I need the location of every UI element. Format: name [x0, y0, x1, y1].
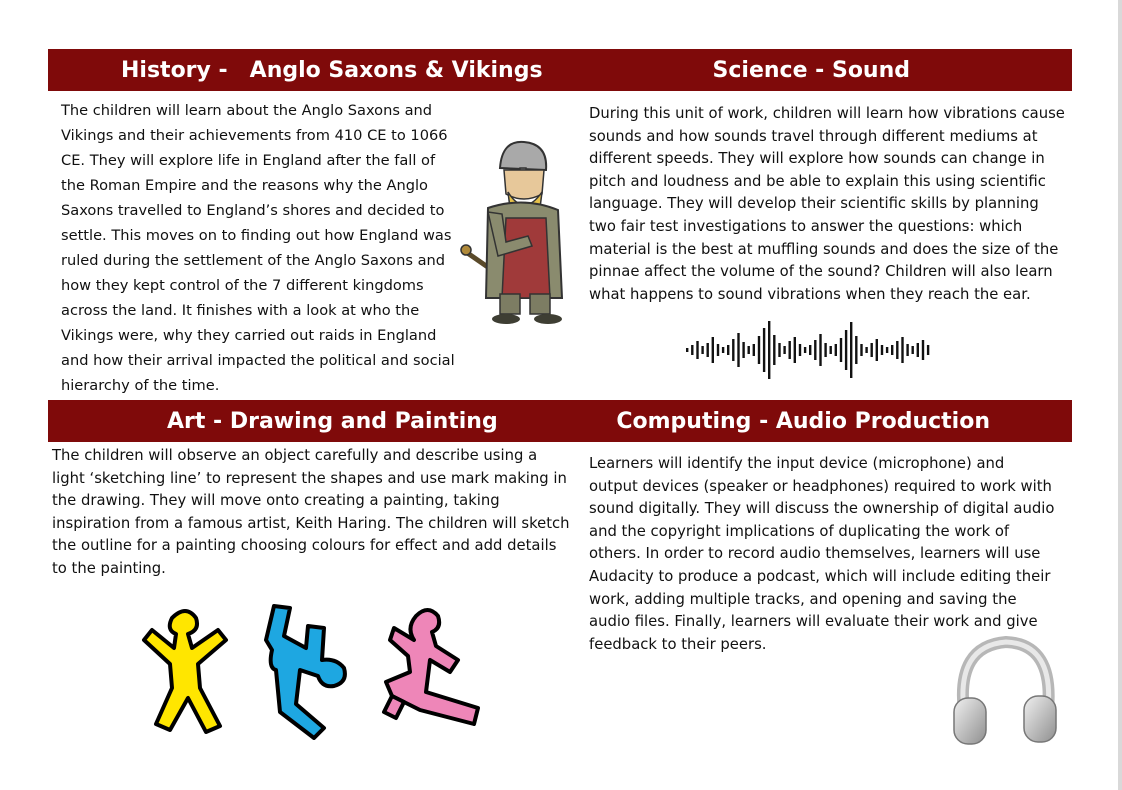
art-text: The children will observe an object carefully and describe using a light ‘sketching line’ to represent the shapes and use mark making in the drawing. They will move onto creating a painting, taking inspiration from a famous artist, Keith Haring. The children will sketch the outline for a painting choosing colours for effect and add details to the painting.	[52, 447, 570, 577]
sound-wave-bar	[783, 346, 785, 354]
sound-wave-bar	[871, 343, 873, 357]
headphones-icon	[950, 632, 1060, 748]
blue-dancer-body	[266, 606, 345, 738]
sound-wave-bar	[696, 341, 698, 359]
science-text: During this unit of work, children will learn how vibrations cause sounds and how sounds travel through different mediums at different speeds. They will explore how sounds can change in pitch and loudness and be able to explain this using scientific language. They will develop their scientific skills by planning two fair test investigations to answer the questions: which material is the best at muffling sounds and does the size of the pinnae affect the volume of the sound? Children will also learn what happens to sound vibrations when they reach the ear.	[589, 105, 1065, 303]
sound-wave-bar	[917, 343, 919, 357]
sound-wave-bar	[717, 344, 719, 356]
sound-wave-bar	[819, 334, 821, 366]
history-banner	[48, 49, 1072, 91]
sound-wave-bar	[748, 346, 750, 354]
computing-title: Computing - Audio Production	[616, 408, 990, 434]
sound-wave-bar	[758, 336, 760, 364]
sound-wave-bar	[876, 339, 878, 361]
sound-wave-bar	[737, 333, 739, 367]
sound-wave-bar	[763, 328, 765, 372]
sound-wave-bar	[835, 344, 837, 356]
pink-dancer-leg	[384, 696, 404, 718]
sound-wave-icon	[686, 318, 932, 382]
leg-left	[500, 294, 520, 314]
sword-pommel	[461, 245, 471, 255]
sound-wave-bar	[732, 339, 734, 361]
sound-wave-bar	[804, 347, 806, 353]
sound-wave-bar	[789, 341, 791, 359]
boot-right	[534, 314, 562, 324]
helmet	[500, 142, 546, 170]
sound-wave-bar	[850, 322, 852, 378]
sound-wave-bar	[886, 347, 888, 353]
science-title: Science - Sound	[712, 57, 910, 83]
sound-wave-bar	[722, 347, 724, 353]
sound-wave-bar	[840, 338, 842, 362]
sound-wave-bar	[906, 344, 908, 356]
boot-left	[492, 314, 520, 324]
sound-wave-bar	[773, 335, 775, 365]
sound-wave-bar	[727, 345, 729, 355]
sound-wave-bar	[860, 344, 862, 356]
sound-wave-bar	[891, 345, 893, 355]
sound-wave-bar	[814, 340, 816, 360]
sound-wave-bar	[686, 348, 688, 352]
blue-dancer	[266, 606, 345, 738]
sound-wave-bar	[830, 346, 832, 354]
sound-wave-bar	[799, 344, 801, 356]
sound-wave-bar	[712, 337, 714, 363]
ear-cup-right	[1024, 696, 1056, 742]
row2-banner	[48, 400, 1072, 442]
sound-wave-bar	[778, 343, 780, 357]
history-text: The children will learn about the Anglo Saxons and Vikings and their achievements from 410 CE to 1066 CE. They will explore life in England after the fall of the Roman Empire and the reasons why the Anglo Saxons travelled to England’s shores and decided to settle. This moves on to finding out how England was ruled during the settlement of the Anglo Saxons and how they kept control of the 7 different kingdoms across the land. It finishes with a look at who the Vikings were, why they carried out raids in England and how their arrival impacted the political and social hierarchy of the time.	[61, 102, 455, 394]
sound-wave-bar	[768, 321, 770, 379]
sound-wave-bar	[901, 337, 903, 363]
sound-wave-bar	[922, 340, 924, 360]
sound-wave-bar	[691, 345, 693, 355]
sound-wave-bar	[881, 345, 883, 355]
pink-dancer	[384, 610, 478, 724]
yellow-dancer	[144, 611, 226, 732]
sound-wave-bar	[794, 337, 796, 363]
sound-wave-bar	[824, 343, 826, 357]
sound-wave-bar	[753, 344, 755, 356]
keith-haring-dancing-figures	[130, 600, 486, 740]
sound-wave-bar	[707, 343, 709, 357]
art-title: Art - Drawing and Painting	[167, 408, 498, 434]
sound-wave-bar	[701, 346, 703, 354]
sound-wave-bar	[809, 345, 811, 355]
sound-wave-bar	[927, 345, 929, 355]
ear-cup-left	[954, 698, 986, 744]
sound-wave-bar	[855, 336, 857, 364]
sound-wave-bar	[896, 341, 898, 359]
sound-wave-bar	[865, 347, 867, 353]
red-tunic	[502, 218, 550, 298]
yellow-dancer-body	[144, 611, 226, 732]
sound-wave-bar	[912, 346, 914, 354]
sound-wave-bar	[845, 330, 847, 370]
page-edge	[1118, 0, 1122, 790]
history-title-left: History -	[121, 57, 228, 83]
leg-right	[530, 294, 550, 314]
viking-warrior-illustration	[458, 138, 570, 328]
sound-wave-bar	[742, 342, 744, 358]
computing-text: Learners will identify the input device (microphone) and output devices (speaker or headphones) required to work with sound digitally. They will discuss the ownership of digital audio and the copyright implications of duplicating the work of others. In order to record audio themselves, learners will use Audacity to produce a podcast, which will include editing their work, adding multiple tracks, and opening and saving the audio files. Finally, learners will evaluate their work and give feedback to their peers.	[589, 455, 1055, 653]
history-title-right: Anglo Saxons & Vikings	[249, 57, 543, 83]
